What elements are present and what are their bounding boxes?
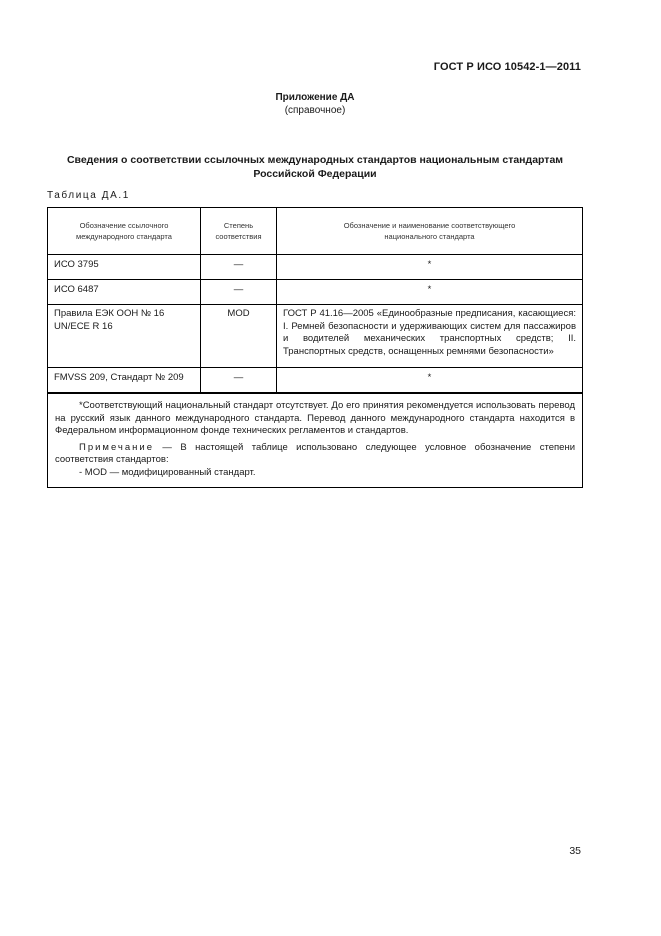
appendix-title: Приложение ДА	[275, 92, 355, 103]
cell-national: ГОСТ Р 41.16—2005 «Единообразные предписания, касающиеся: I. Ремней безопасности и удерживающих систем для пассажиров и водителей механических транспортных средств; II. Транспортных средств, оснащенных ремнями безопасности»	[277, 305, 583, 368]
header-reference-standard: Обозначение ссылочного международного стандарта	[48, 208, 201, 255]
section-title-line1: Сведения о соответствии ссылочных международных стандартов национальным стандартам	[66, 154, 564, 166]
appendix-subtitle: (справочное)	[284, 105, 346, 116]
table-caption: Таблица ДА.1	[47, 190, 130, 201]
cell-reference: ИСО 3795	[48, 255, 201, 280]
table-row	[48, 305, 582, 368]
table-row	[48, 368, 582, 393]
table-note	[55, 442, 575, 467]
page-number: 35	[569, 845, 581, 857]
cell-national: *	[277, 280, 583, 305]
cell-national: *	[277, 255, 583, 280]
cell-national: *	[277, 368, 583, 393]
header-national-standard: Обозначение и наименование соответствующего национального стандарта	[277, 208, 583, 255]
cell-degree: —	[201, 280, 277, 305]
table-header-row	[48, 208, 582, 255]
note-label: Примечание	[79, 441, 154, 453]
table-row	[48, 255, 582, 280]
cell-reference: ИСО 6487	[48, 280, 201, 305]
cell-reference: Правила ЕЭК ООН № 16 UN/ECE R 16	[48, 305, 201, 368]
note-text: — В настоящей таблице использовано следующее условное обозначение степени соответствия стандартов:	[55, 441, 575, 465]
correspondence-table	[47, 207, 583, 488]
note-item: - MOD — модифицированный стандарт.	[79, 466, 256, 478]
section-title-line2: Российской Федерации	[253, 168, 377, 180]
appendix-heading	[0, 91, 630, 117]
table-row	[48, 280, 582, 305]
cell-degree: —	[201, 255, 277, 280]
cell-degree: —	[201, 368, 277, 393]
section-title	[47, 153, 583, 181]
cell-reference: FMVSS 209, Стандарт № 209	[48, 368, 201, 393]
table-footnote: *Соответствующий национальный стандарт отсутствует. До его принятия рекомендуется использовать перевод на русский язык данного международного стандарта. Перевод данного международного стандарта находится в Федеральном информационном фонде технических регламентов и стандартов.	[55, 400, 575, 436]
header-degree-of-correspondence: Степень соответствия	[201, 208, 277, 255]
table-grid	[48, 208, 582, 393]
document-standard-code: ГОСТ Р ИСО 10542-1—2011	[433, 61, 581, 73]
cell-degree: MOD	[201, 305, 277, 368]
table-notes	[48, 393, 582, 487]
